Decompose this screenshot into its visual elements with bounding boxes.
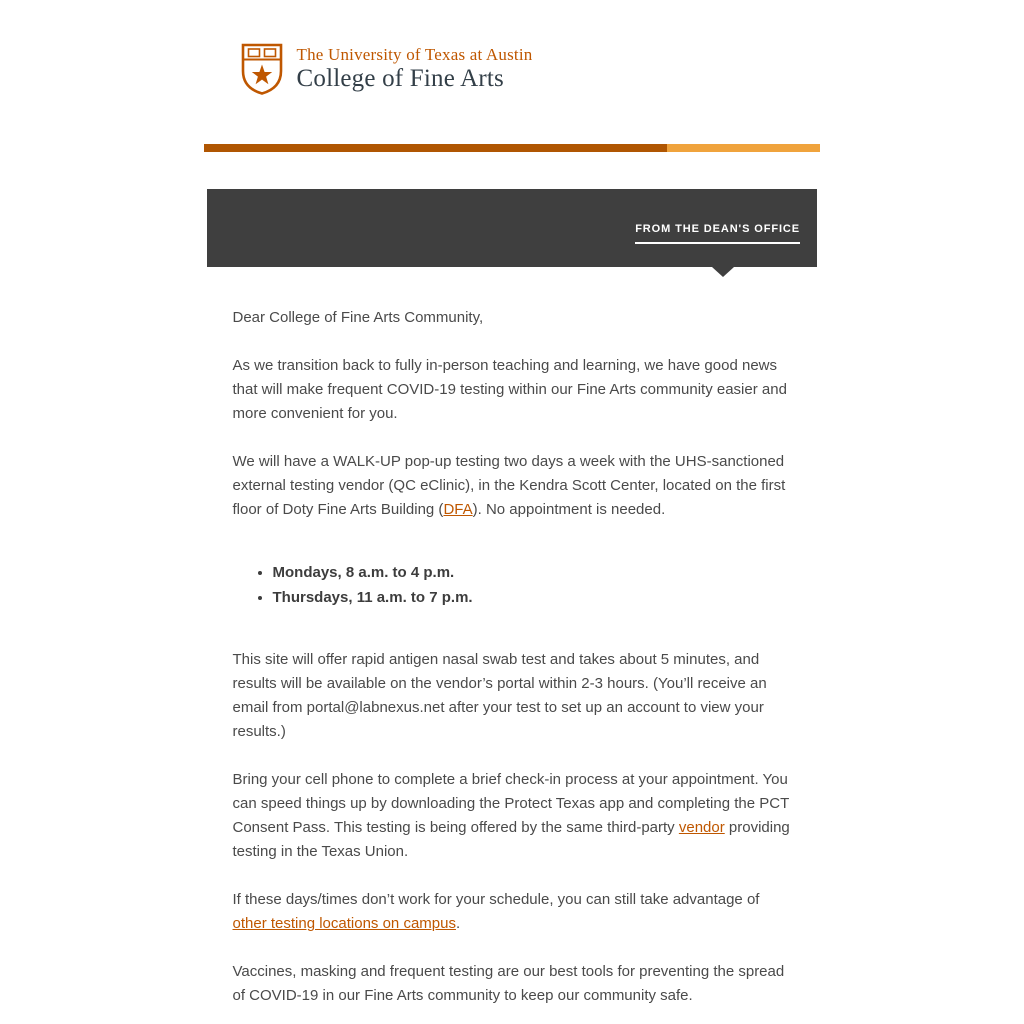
schedule-item-thursdays: • Thursdays, 11 a.m. to 7 p.m. bbox=[273, 585, 793, 610]
paragraph-site-info: This site will offer rapid antigen nasal swab test and takes about 5 minutes, and results will be available on the vendor’s portal within 2-3 hours. (You’ll receive an email from portal@labnexus.net after your test to set up an account to view your results.) bbox=[232, 651, 767, 740]
dfa-link[interactable]: DFA bbox=[443, 501, 473, 518]
paragraph-checkin-pre: Bring your cell phone to complete a brief check-in process at your appointment. You can speed things up by downloading the Protect Texas app and completing the PCT Consent Pass. This testing is being offered by the same third-party bbox=[232, 771, 789, 836]
paragraph-walkup-pre: We will have a WALK-UP pop-up testing two days a week with the UHS-sanctioned external testing vendor (QC eClinic), in the Kendra Scott Center, located on the first floor of Doty Fine Arts Building ( bbox=[232, 453, 786, 518]
paragraph-walkup-post: ). No appointment is needed. bbox=[472, 501, 666, 518]
divider-right-segment bbox=[667, 144, 820, 152]
paragraph-other-locations-pre: If these days/times don’t work for your schedule, you can still take advantage of bbox=[232, 891, 760, 908]
brand-text bbox=[297, 45, 533, 93]
schedule-item-mondays: • Mondays, 8 a.m. to 4 p.m. bbox=[273, 560, 793, 585]
paragraph-other-locations bbox=[233, 888, 793, 936]
greeting: Dear College of Fine Arts Community, bbox=[232, 309, 484, 326]
paragraph-closing: Vaccines, masking and frequent testing are our best tools for preventing the spread of COVID-19 in our Fine Arts community to keep our community safe. bbox=[232, 963, 785, 1004]
divider-left-segment bbox=[204, 144, 668, 152]
paragraph-walkup bbox=[233, 450, 793, 522]
deans-office-banner bbox=[207, 189, 817, 267]
university-name: The University of Texas at Austin bbox=[296, 45, 533, 64]
banner-label: FROM THE DEAN'S OFFICE bbox=[635, 223, 800, 244]
paragraph-checkin bbox=[233, 768, 793, 864]
paragraph-checkin-post: providing testing in the Texas Union. bbox=[232, 819, 790, 860]
ut-shield-logo-icon bbox=[240, 42, 284, 96]
college-name: College of Fine Arts bbox=[296, 65, 504, 92]
vendor-link[interactable]: vendor bbox=[678, 819, 725, 836]
schedule-list bbox=[233, 560, 793, 610]
banner-arrow-icon bbox=[712, 267, 734, 277]
paragraph-intro: As we transition back to fully in-person teaching and learning, we have good news that will make frequent COVID-19 testing within our Fine Arts community easier and more convenient for you. bbox=[232, 357, 787, 422]
email-body bbox=[204, 267, 821, 1008]
brand-header bbox=[204, 0, 821, 100]
email-container bbox=[204, 0, 821, 1008]
divider-bar bbox=[204, 144, 821, 152]
other-testing-locations-link[interactable]: other testing locations on campus bbox=[232, 915, 456, 932]
paragraph-other-locations-post: . bbox=[455, 915, 461, 932]
